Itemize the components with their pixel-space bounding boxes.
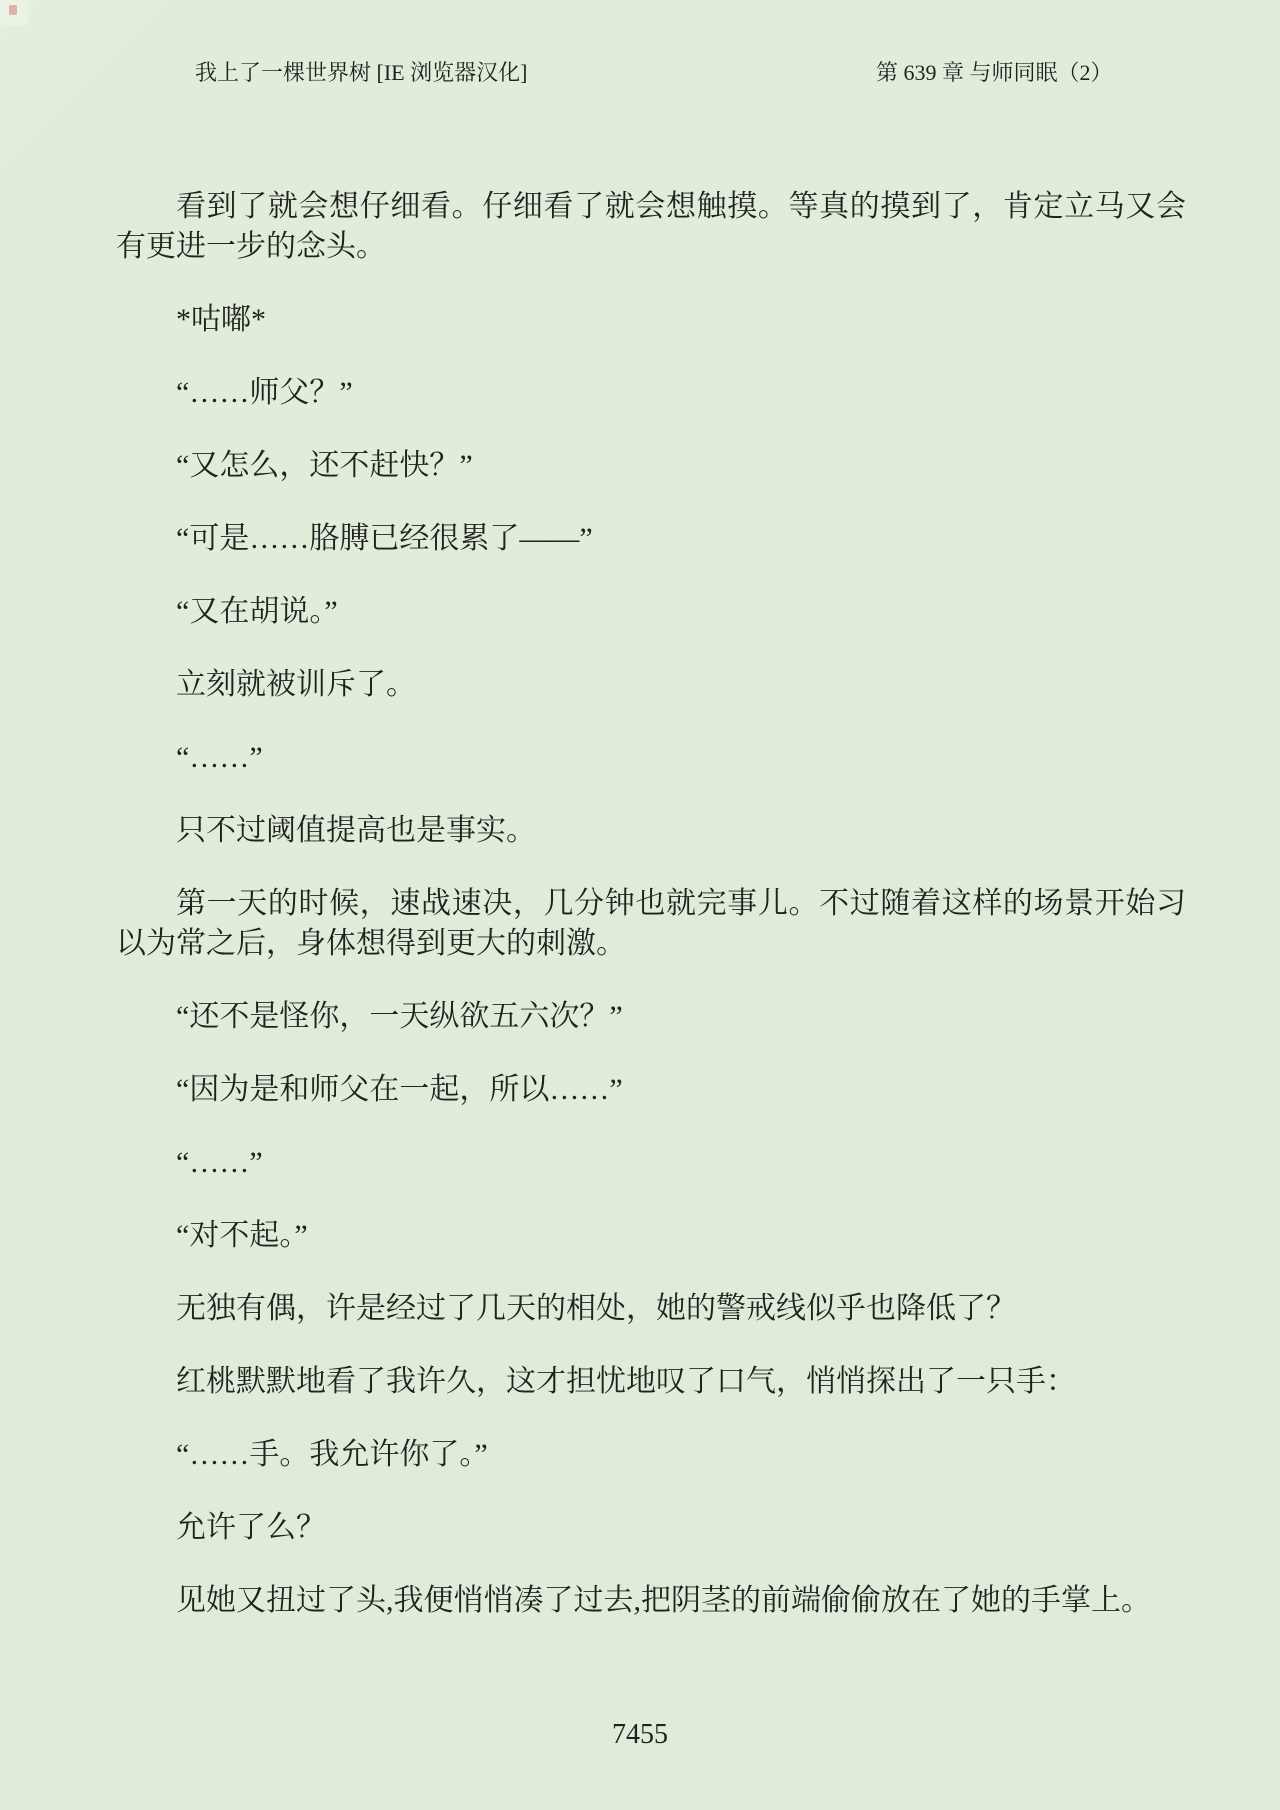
paragraph: 红桃默默地看了我许久，这才担忧地叹了口气，悄悄探出了一只手：	[176, 1365, 1076, 1398]
paragraph: “……”	[176, 1146, 263, 1179]
paragraph: “因为是和师父在一起，所以……”	[176, 1073, 623, 1106]
paragraph: 见她又扭过了头,我便悄悄凑了过去,把阴茎的前端偷偷放在了她的手掌上。	[176, 1584, 1151, 1617]
paragraph: “……”	[176, 741, 263, 774]
paragraph: 看到了就会想仔细看。仔细看了就会想触摸。等真的摸到了，肯定立马又会有更进一步的念头。	[116, 190, 1186, 263]
paragraph: 第一天的时候，速战速决，几分钟也就完事儿。不过随着这样的场景开始习以为常之后，身体想得到更大的刺激。	[116, 887, 1186, 960]
paragraph: 允许了么？	[176, 1511, 326, 1544]
header-book-title: 我上了一棵世界树 [IE 浏览器汉化]	[195, 60, 528, 85]
paragraph: 无独有偶，许是经过了几天的相处，她的警戒线似乎也降低了？	[176, 1292, 1016, 1325]
paragraph: *咕嘟*	[176, 303, 266, 336]
paragraph: “对不起。”	[176, 1219, 308, 1252]
page-number: 7455	[612, 1719, 668, 1750]
header-chapter-title: 第 639 章 与师同眠（2）	[876, 60, 1113, 85]
paragraph: “还不是怪你，一天纵欲五六次？”	[176, 1000, 623, 1033]
paragraph: “……师父？”	[176, 376, 353, 409]
paragraph: 只不过阈值提高也是事实。	[176, 814, 536, 847]
chapter-body	[116, 187, 1186, 1654]
paragraph: “又在胡说。”	[176, 595, 338, 628]
paragraph: “……手。我允许你了。”	[176, 1438, 488, 1471]
page-footer	[0, 1718, 1280, 1752]
paragraph: “又怎么，还不赶快？”	[176, 449, 473, 482]
paragraph: “可是……胳膊已经很累了——”	[176, 522, 593, 555]
paragraph: 立刻就被训斥了。	[176, 668, 416, 701]
corner-red-mark	[9, 5, 17, 15]
